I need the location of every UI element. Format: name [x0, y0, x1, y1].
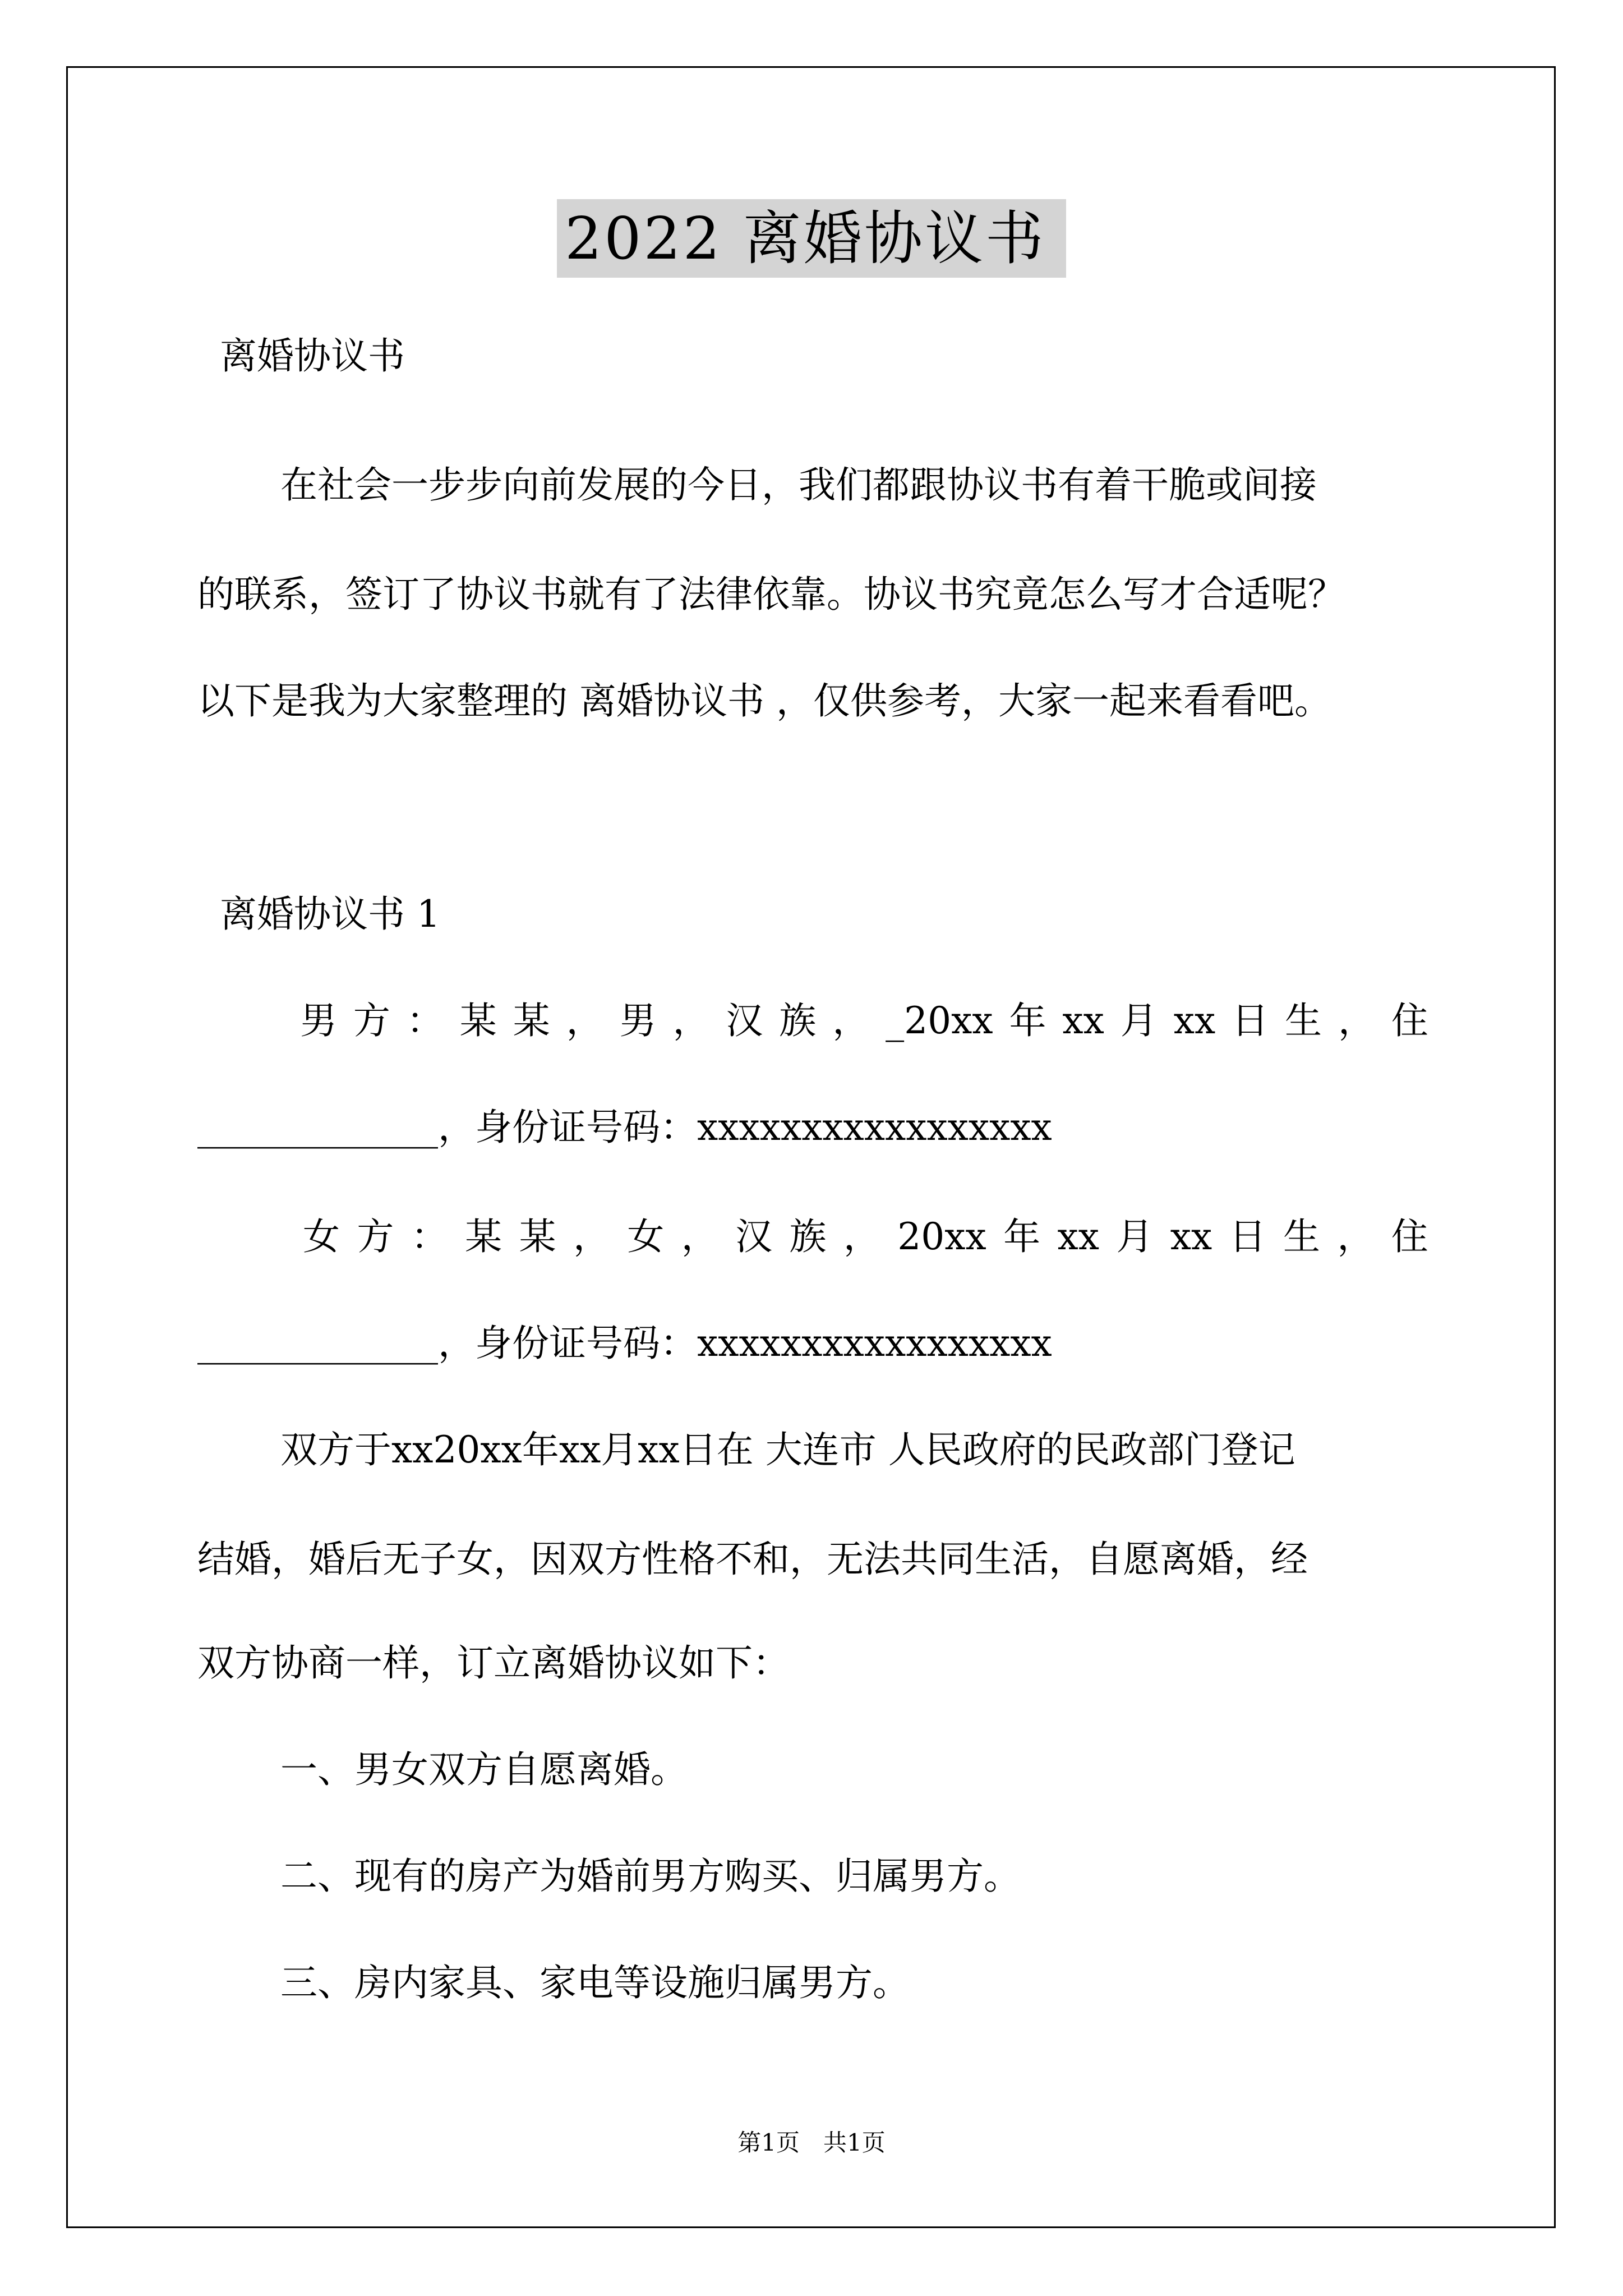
intro-line-1: 在社会一步步向前发展的今日，我们都跟协议书有着干脆或间接 — [280, 463, 1317, 507]
male-info-token: ， — [1338, 999, 1375, 1042]
female-info-token: 汉 — [735, 1215, 773, 1258]
female-info-line-1 — [303, 1212, 1428, 1262]
male-info-line-1 — [300, 996, 1428, 1046]
body-line-2: 结婚，婚后无子女，因双方性格不和，无法共同生活，自愿离婚，经 — [197, 1538, 1308, 1581]
section-heading: 离婚协议书 1 — [220, 892, 440, 936]
male-info-token: 汉 — [726, 999, 763, 1042]
male-info-line-2: _____________，身份证号码：xxxxxxxxxxxxxxxxx — [197, 1106, 1052, 1149]
male-info-token: ， — [566, 999, 603, 1042]
male-info-token: ， — [672, 999, 710, 1042]
title-container — [0, 199, 1623, 278]
female-info-token: 生 — [1283, 1215, 1320, 1258]
male-info-token: 生 — [1285, 999, 1322, 1042]
male-info-token: 族 — [779, 999, 817, 1042]
document-title: 2022 离婚协议书 — [557, 199, 1066, 278]
male-info-token: xx — [1173, 999, 1216, 1042]
male-info-token: 年 — [1009, 999, 1046, 1042]
female-info-token: ， — [681, 1215, 718, 1258]
page-footer: 第1页 共1页 — [737, 2129, 886, 2156]
male-info-token: _20xx — [886, 999, 993, 1042]
intro-line-3: 以下是我为大家整理的 离婚协议书 ，仅供参考，大家一起来看看吧。 — [197, 679, 1331, 723]
female-info-token: 方 — [357, 1215, 394, 1258]
female-info-token: xx — [1170, 1215, 1212, 1258]
clause-3: 三、房内家具、家电等设施归属男方。 — [280, 1961, 910, 2004]
female-info-token: 女 — [627, 1215, 665, 1258]
female-info-token: 月 — [1116, 1215, 1154, 1258]
male-info-token: 男 — [300, 999, 337, 1042]
female-info-token: 某 — [465, 1215, 502, 1258]
male-info-token: 月 — [1120, 999, 1158, 1042]
male-info-token: 男 — [619, 999, 657, 1042]
male-info-token: 某 — [513, 999, 550, 1042]
male-info-token: 方 — [353, 999, 390, 1042]
female-info-token: xx — [1057, 1215, 1099, 1258]
clause-1: 一、男女双方自愿离婚。 — [280, 1748, 688, 1791]
female-info-token: ， — [1337, 1215, 1375, 1258]
clause-2: 二、现有的房产为婚前男方购买、归属男方。 — [280, 1855, 1021, 1898]
male-info-token: 某 — [459, 999, 497, 1042]
male-info-token: 日 — [1232, 999, 1269, 1042]
male-info-token: ： — [406, 999, 444, 1042]
female-info-token: 住 — [1391, 1215, 1428, 1258]
body-line-1: 双方于xx20xx年xx月xx日在 大连市 人民政府的民政部门登记 — [280, 1428, 1295, 1471]
female-info-line-2: _____________，身份证号码：xxxxxxxxxxxxxxxxx — [197, 1322, 1052, 1365]
female-info-token: 20xx — [897, 1215, 986, 1258]
female-info-token: 日 — [1229, 1215, 1266, 1258]
female-info-token: 女 — [303, 1215, 340, 1258]
male-info-token: xx — [1062, 999, 1104, 1042]
female-info-token: 族 — [789, 1215, 827, 1258]
female-info-token: ： — [411, 1215, 448, 1258]
subheading: 离婚协议书 — [220, 334, 405, 378]
female-info-token: ， — [573, 1215, 610, 1258]
male-info-token: 住 — [1391, 999, 1428, 1042]
body-line-3: 双方协商一样，订立离婚协议如下： — [197, 1641, 790, 1685]
female-info-token: 某 — [519, 1215, 556, 1258]
intro-line-2: 的联系，签订了协议书就有了法律依靠。协议书究竟怎么写才合适呢？ — [197, 573, 1345, 616]
male-info-token: ， — [832, 999, 870, 1042]
female-info-token: ， — [843, 1215, 880, 1258]
female-info-token: 年 — [1003, 1215, 1041, 1258]
